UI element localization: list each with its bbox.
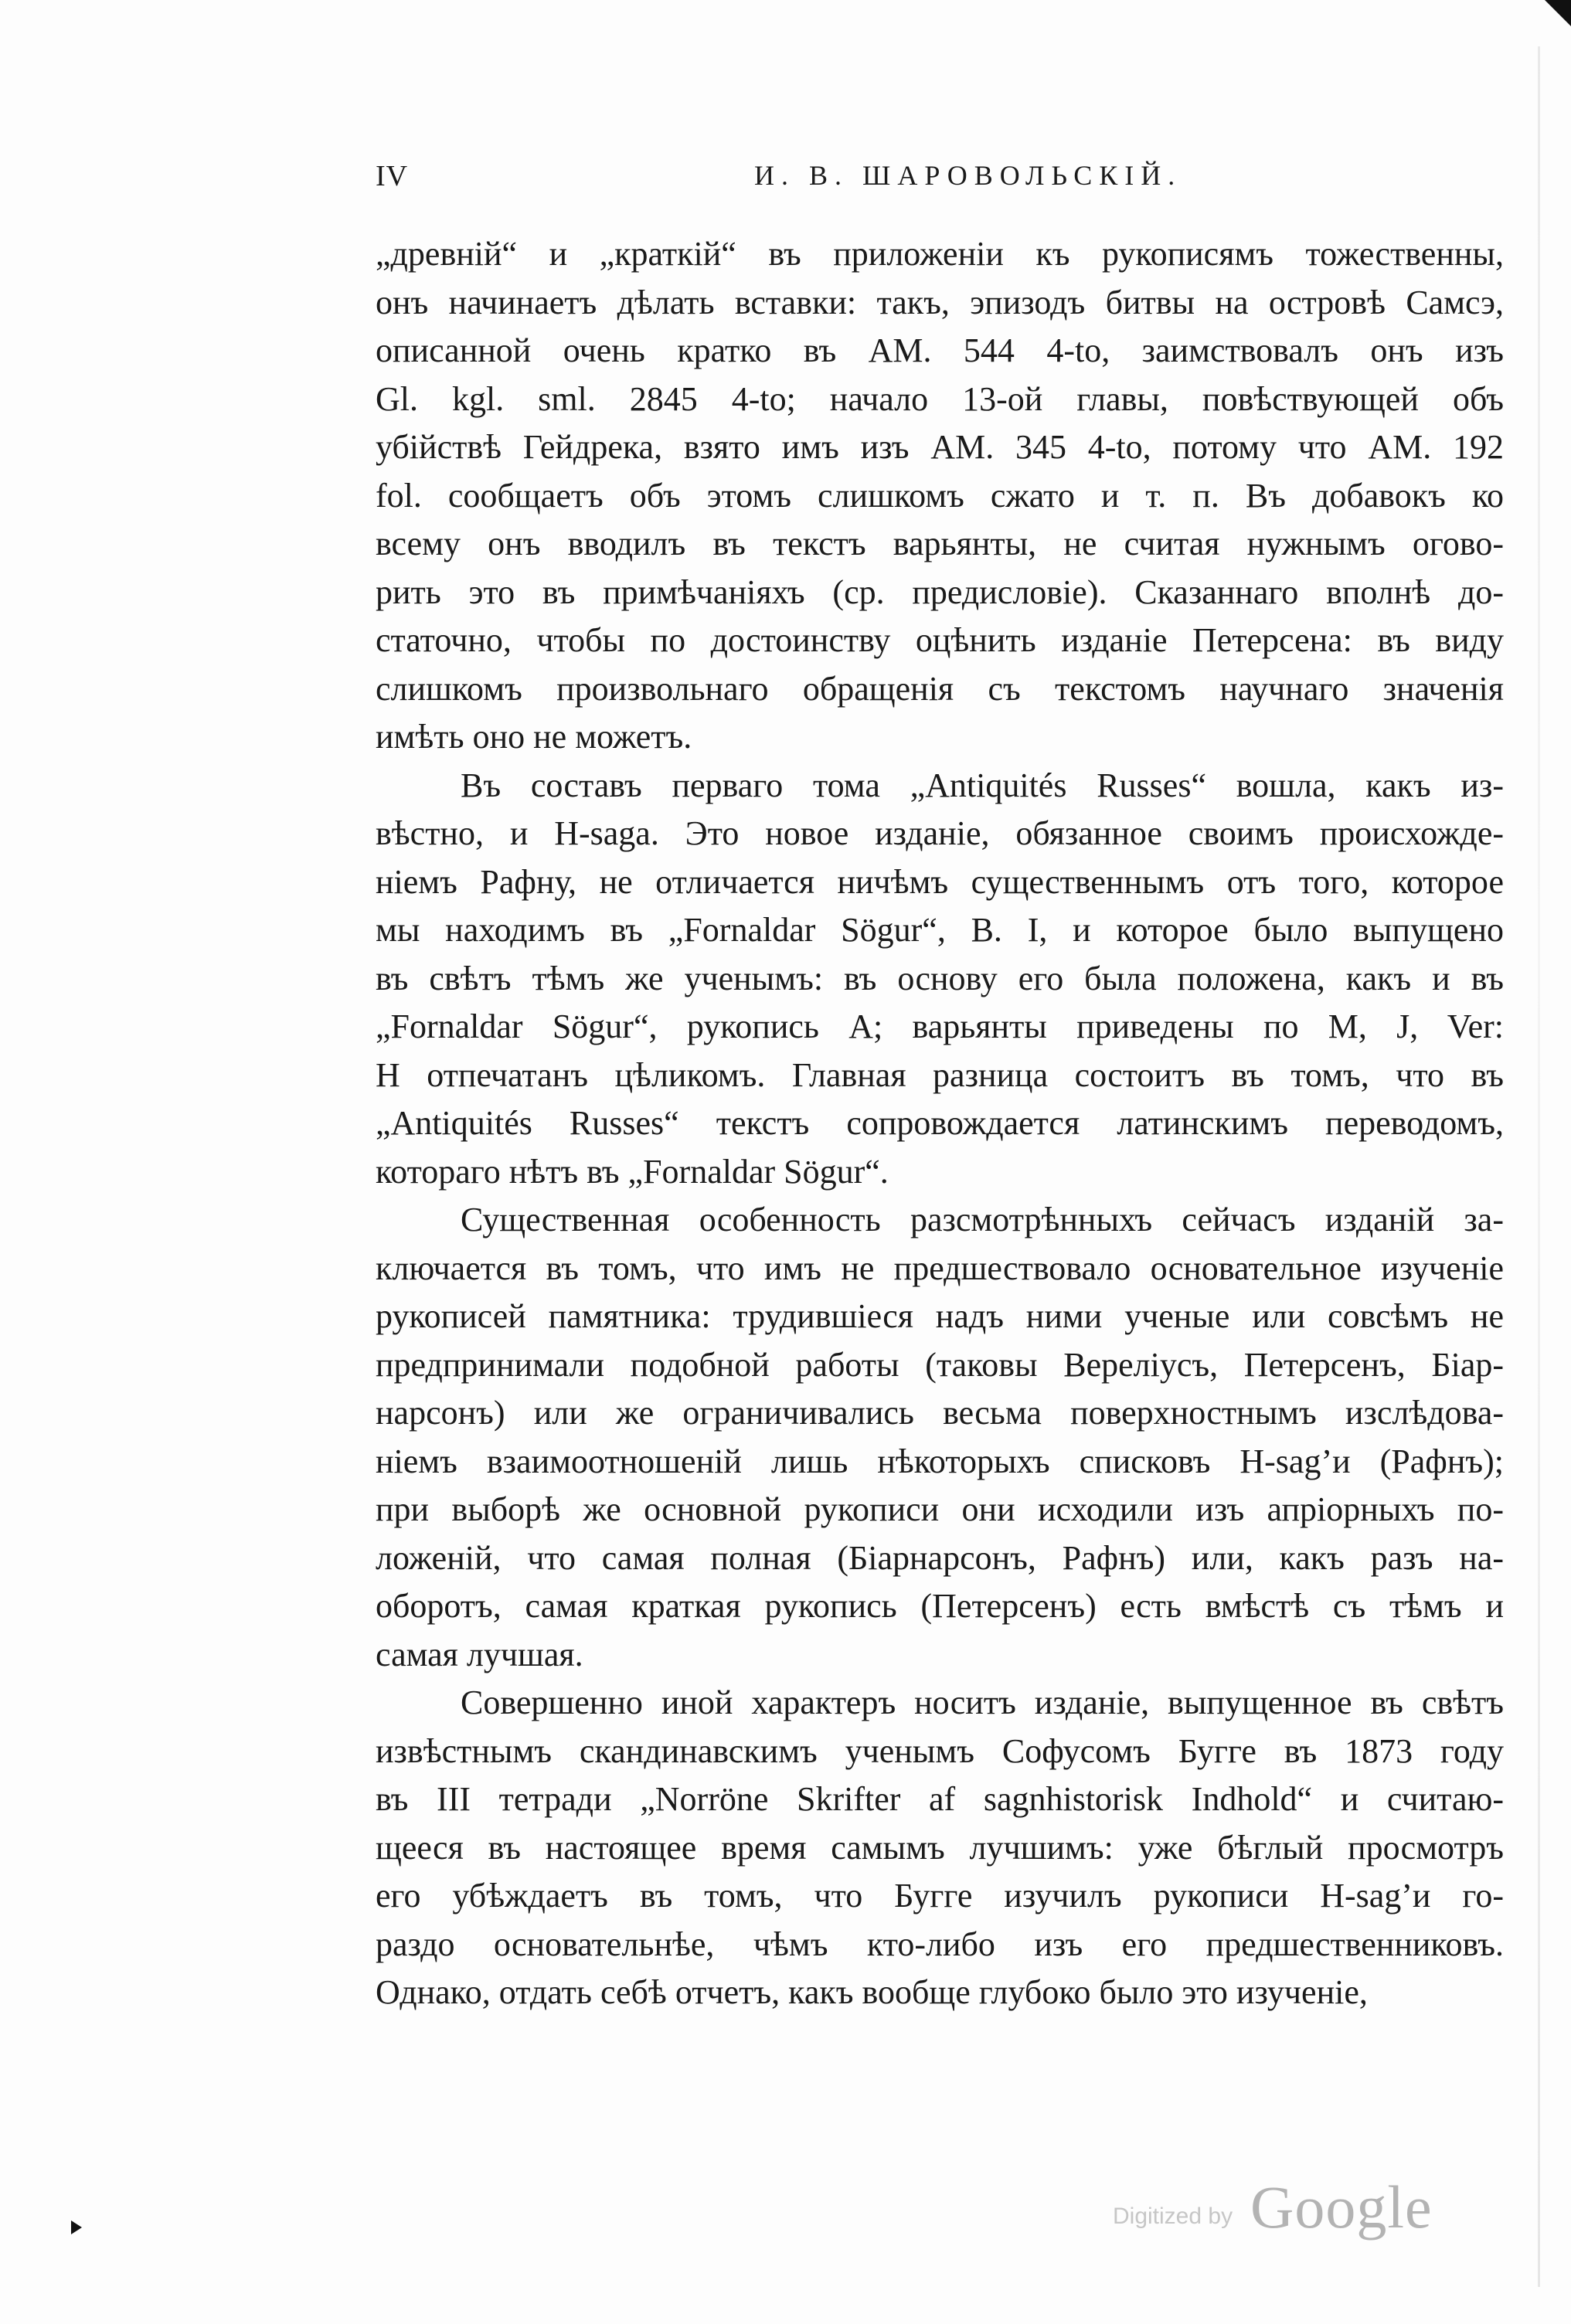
text-line: раздо основательнѣе, чѣмъ кто-либо изъ его предшественниковъ. [376, 1925, 1504, 1963]
text-line: ложенiй, что самая полная (Бiарнарсонъ, Рафнъ) или, какъ разъ на- [376, 1538, 1504, 1577]
text-line: котораго нѣтъ въ „Fornaldar Sögur“. [376, 1152, 889, 1191]
text-line: его убѣждаетъ въ томъ, что Бугге изучилъ рукописи H-sag’и го- [376, 1877, 1504, 1915]
text-line: „Antiquités Russes“ текстъ сопровождается латинскимъ переводомъ, [376, 1104, 1504, 1142]
text-line: Однако, отдать себѣ отчетъ, какъ вообще глубоко было это изученiе, [376, 1973, 1368, 2011]
digitized-watermark [1113, 2173, 1545, 2242]
watermark-brand: Google [1250, 2173, 1433, 2241]
text-line: извѣстнымъ скандинавскимъ ученымъ Софусомъ Бугге въ 1873 году [376, 1731, 1504, 1770]
paragraph [376, 1679, 1504, 2017]
text-line: „древнiй“ и „краткiй“ въ приложенiи къ рукописямъ тожественны, [376, 235, 1504, 273]
text-line: H отпечатанъ цѣликомъ. Главная разница состоитъ въ томъ, что въ [376, 1055, 1504, 1094]
text-line: Существенная особенность разсмотрѣнныхъ сейчасъ изданiй за- [461, 1201, 1504, 1238]
text-line: мы находимъ въ „Fornaldar Sögur“, B. I, и которое было выпущено [376, 911, 1504, 949]
text-line: при выборѣ же основной рукописи они исходили изъ апрiорныхъ по- [376, 1490, 1504, 1528]
text-line: щееся въ настоящее время самымъ лучшимъ: уже бѣглый просмотръ [376, 1828, 1504, 1867]
text-line: Въ составъ перваго тома „Antiquités Russes“ вошла, какъ из- [461, 766, 1504, 804]
paragraph [376, 762, 1504, 1197]
text-line: рить это въ примѣчанiяхъ (ср. предисловiе). Сказаннаго вполнѣ до- [376, 573, 1504, 611]
text-line: ключается въ томъ, что имъ не предшествовало основательное изученiе [376, 1249, 1504, 1287]
text-line: вѣстно, и H-saga. Это новое изданiе, обязанное своимъ происхожде- [376, 814, 1504, 852]
text-line: онъ начинаетъ дѣлать вставки: такъ, эпизодъ битвы на островѣ Самсэ, [376, 283, 1504, 321]
text-line: въ III тетради „Norröne Skrifter af sagnhistorisk Indhold“ и считаю- [376, 1780, 1504, 1818]
text-line: описанной очень кратко въ АМ. 544 4-to, заимствовалъ онъ изъ [376, 331, 1504, 369]
text-line: убiйствѣ Гейдрека, взято имъ изъ АМ. 345 4-to, потому что АМ. 192 [376, 428, 1504, 466]
scan-edge-shadow [1538, 46, 1540, 2287]
watermark-prefix: Digitized by [1113, 2203, 1233, 2229]
text-line: имѣть оно не можетъ. [376, 718, 692, 756]
text-line: въ свѣтъ тѣмъ же ученымъ: въ основу его была положена, какъ и въ [376, 959, 1504, 997]
text-line: рукописей памятника: трудившiеся надъ ними ученые или совсѣмъ не [376, 1297, 1504, 1335]
paragraph [376, 230, 1504, 762]
text-line: „Fornaldar Sögur“, рукопись А; варьянты приведены по M, J, Ver: [376, 1007, 1504, 1045]
scan-margin-mark [71, 2220, 82, 2234]
header-title: И. В. ШАРОВОЛЬСКIЙ. [754, 160, 1182, 191]
text-line: fol. сообщаетъ объ этомъ слишкомъ сжато и т. п. Въ добавокъ ко [376, 476, 1504, 515]
text-line: Совершенно иной характеръ носитъ изданiе, выпущенное въ свѣтъ [461, 1684, 1504, 1721]
scan-corner-mark [1545, 0, 1571, 26]
paragraph [376, 1196, 1504, 1679]
text-line: нiемъ взаимоотношенiй лишь нѣкоторыхъ списковъ H-sag’и (Рафнъ); [376, 1442, 1504, 1480]
text-line: самая лучшая. [376, 1635, 583, 1673]
text-line: Gl. kgl. sml. 2845 4-to; начало 13-ой главы, повѣствующей объ [376, 379, 1504, 418]
text-line: предпринимали подобной работы (таковы Верелiусъ, Петерсенъ, Бiар- [376, 1345, 1504, 1384]
text-line: всему онъ вводилъ въ текстъ варьянты, не считая нужнымъ огово- [376, 525, 1504, 562]
text-line: оборотъ, самая краткая рукопись (Петерсенъ) есть вмѣстѣ съ тѣмъ и [376, 1587, 1504, 1625]
text-line: статочно, чтобы по достоинству оцѣнить изданiе Петерсена: въ виду [376, 621, 1504, 659]
text-line: слишкомъ произвольнаго обращенiя съ текстомъ научнаго значенiя [376, 669, 1504, 708]
running-head [376, 159, 1542, 206]
text-line: нiемъ Рафну, не отличается ничѣмъ существеннымъ отъ того, которое [376, 862, 1504, 901]
page-number: IV [376, 160, 409, 192]
text-line: нарсонъ) или же ограничивались весьма поверхностнымъ изслѣдова- [376, 1394, 1504, 1432]
body-text [376, 230, 1504, 2017]
